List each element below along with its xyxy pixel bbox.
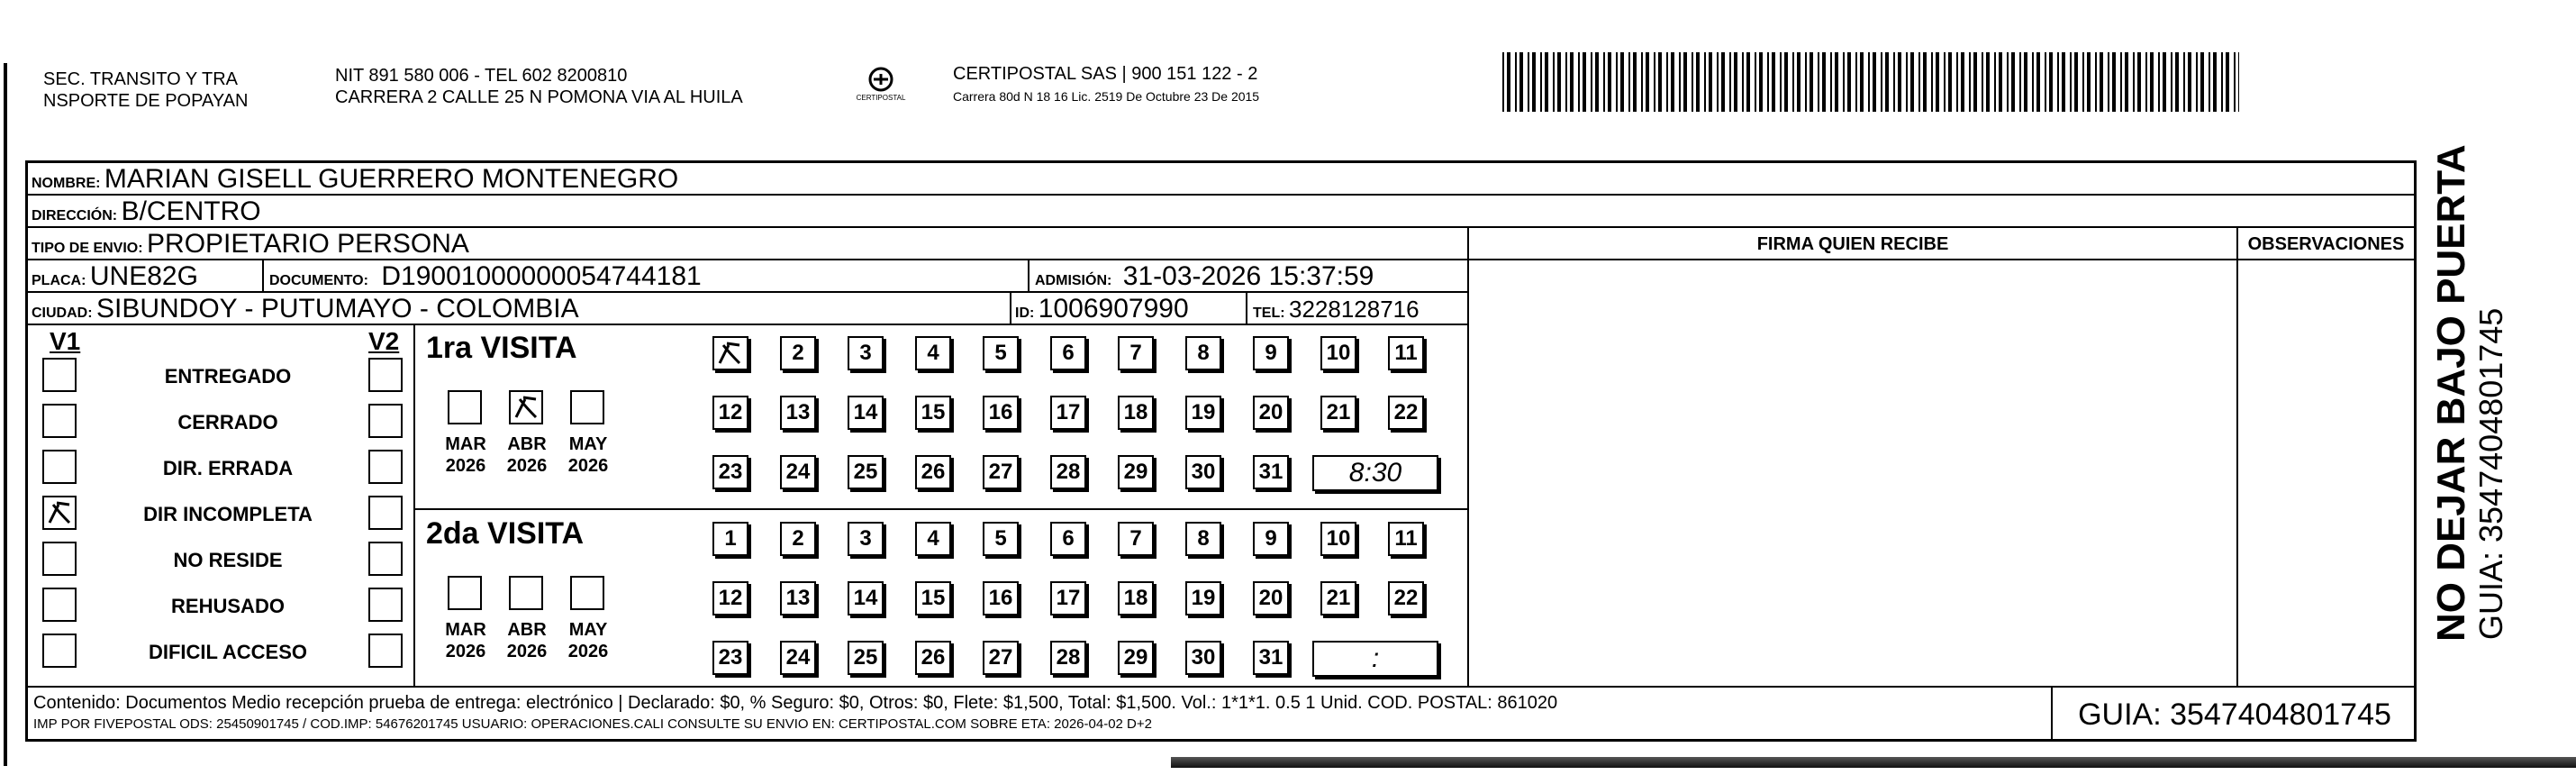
shipping-form	[25, 160, 2417, 742]
barcode-bar	[1792, 52, 1794, 112]
barcode-bar	[1671, 52, 1674, 112]
v2-checkbox[interactable]	[368, 542, 403, 576]
day-box[interactable]: 10	[1320, 336, 1356, 370]
day-box[interactable]: 25	[848, 641, 884, 675]
day-box[interactable]: 14	[848, 581, 884, 615]
carrier-line1: CERTIPOSTAL SAS | 900 151 122 - 2	[953, 64, 1258, 84]
status-label: DIR INCOMPLETA	[143, 503, 313, 525]
barcode-bar	[1893, 52, 1895, 112]
barcode-bar	[2234, 52, 2236, 112]
nombre-value: MARIAN GISELL GUERRERO MONTENEGRO	[104, 165, 679, 194]
barcode-bar	[1948, 52, 1952, 112]
barcode-bar	[1679, 52, 1681, 112]
barcode-bar	[2120, 52, 2122, 112]
v1-checkbox[interactable]	[42, 496, 77, 530]
barcode-bar	[1507, 52, 1510, 112]
barcode-bar	[1608, 52, 1611, 112]
day-box[interactable]: 5	[983, 336, 1019, 370]
month-label: MAY	[568, 434, 608, 454]
month-checkbox-abr[interactable]	[509, 576, 543, 610]
barcode-bar	[2070, 52, 2072, 112]
barcode-bar	[1553, 52, 1555, 112]
id-value: 1006907990	[1038, 295, 1189, 324]
barcode-bar	[2095, 52, 2097, 112]
day-box[interactable]: 7	[1118, 336, 1154, 370]
barcode-bar	[1910, 52, 1914, 112]
check-mark-icon	[44, 497, 75, 528]
barcode-bar	[1704, 52, 1706, 112]
day-box[interactable]: 7	[1118, 522, 1154, 556]
barcode-bar	[2171, 52, 2172, 112]
status-label: ENTREGADO	[164, 365, 292, 388]
v1-checkbox[interactable]	[42, 450, 77, 484]
day-box[interactable]: 2	[780, 522, 816, 556]
barcode-bar	[1797, 52, 1800, 112]
tipo-label: TIPO DE ENVIO:	[32, 241, 143, 256]
admision-value: 31-03-2026 15:37:59	[1122, 262, 1374, 291]
documento-label: DOCUMENTO:	[269, 273, 368, 288]
barcode-bar	[1918, 52, 1920, 112]
day-box[interactable]: 4	[915, 336, 951, 370]
v2-checkbox[interactable]	[368, 588, 403, 622]
day-box[interactable]: 16	[983, 581, 1019, 615]
ciudad-label: CIUDAD:	[32, 305, 93, 321]
day-box[interactable]: 20	[1253, 581, 1289, 615]
placa-value: UNE82G	[89, 262, 198, 291]
barcode	[1502, 52, 2241, 112]
barcode-bar	[1709, 52, 1712, 112]
month-year: 2026	[506, 456, 548, 476]
barcode-bar	[1540, 52, 1542, 112]
barcode-bar	[1810, 52, 1813, 112]
barcode-bar	[2175, 52, 2179, 112]
month-year: 2026	[445, 642, 486, 661]
day-box[interactable]: 17	[1050, 396, 1086, 430]
day-box[interactable]: 2	[780, 336, 816, 370]
barcode-bar	[2209, 52, 2210, 112]
bottom-edge-shadow	[1171, 757, 2576, 768]
day-box[interactable]: 31	[1253, 455, 1289, 489]
day-box[interactable]: 31	[1253, 641, 1289, 675]
barcode-bar	[1734, 52, 1737, 112]
barcode-bar	[1721, 52, 1725, 112]
barcode-bar	[1994, 52, 1996, 112]
day-box[interactable]: 24	[780, 641, 816, 675]
left-edge-mark	[4, 63, 13, 766]
barcode-bar	[1931, 52, 1933, 112]
day-box[interactable]: 15	[915, 581, 951, 615]
barcode-bar	[1519, 52, 1523, 112]
barcode-bar	[2238, 52, 2239, 112]
day-box[interactable]: 8	[1185, 522, 1221, 556]
day-box[interactable]: 4	[915, 522, 951, 556]
documento-value: D19001000000054744181	[381, 262, 702, 291]
barcode-bar	[2062, 52, 2065, 112]
v1-checkbox[interactable]	[42, 542, 77, 576]
day-box[interactable]: 26	[915, 455, 951, 489]
day-box[interactable]: 8	[1185, 336, 1221, 370]
barcode-bar	[2133, 52, 2135, 112]
barcode-bar	[1822, 52, 1826, 112]
barcode-bar	[1692, 52, 1693, 112]
barcode-bar	[1532, 52, 1536, 112]
v1-checkbox[interactable]	[42, 358, 77, 392]
logo-text: CERTIPOSTAL	[856, 94, 906, 102]
day-box[interactable]: 26	[915, 641, 951, 675]
barcode-bar	[1528, 52, 1529, 112]
month-year: 2026	[445, 456, 486, 476]
barcode-bar	[1603, 52, 1605, 112]
ciudad-row	[28, 293, 1469, 325]
tipo-value: PROPIETARIO PERSONA	[147, 230, 469, 259]
tel-value: 3228128716	[1289, 296, 1420, 323]
month-label: MAY	[568, 620, 608, 640]
day-box[interactable]: 23	[712, 641, 748, 675]
barcode-bar	[2196, 52, 2198, 112]
barcode-bar	[2200, 52, 2204, 112]
barcode-bar	[1683, 52, 1687, 112]
barcode-bar	[2158, 52, 2160, 112]
barcode-bar	[2145, 52, 2147, 112]
barcode-bar	[2045, 52, 2046, 112]
day-box[interactable]: 16	[983, 396, 1019, 430]
barcode-bar	[1502, 52, 1504, 112]
day-box[interactable]: 23	[712, 455, 748, 489]
barcode-bar	[1986, 52, 1990, 112]
barcode-bar	[1961, 52, 1964, 112]
day-box[interactable]: 6	[1050, 522, 1086, 556]
day-box[interactable]: 10	[1320, 522, 1356, 556]
first-visit-time[interactable]: 8:30	[1312, 455, 1438, 491]
second-visit-time[interactable]: :	[1312, 641, 1438, 677]
id-label: ID:	[1015, 305, 1035, 321]
barcode-bar	[1898, 52, 1901, 112]
barcode-bar	[1982, 52, 1983, 112]
barcode-bar	[1944, 52, 1946, 112]
day-box[interactable]	[712, 336, 748, 370]
barcode-bar	[2100, 52, 2103, 112]
barcode-bar	[2082, 52, 2084, 112]
check-mark-icon	[511, 392, 541, 423]
v2-checkbox[interactable]	[368, 450, 403, 484]
day-box[interactable]: 27	[983, 455, 1019, 489]
month-label: MAR	[445, 620, 486, 640]
barcode-bar	[1658, 52, 1662, 112]
barcode-bar	[1755, 52, 1756, 112]
barcode-bar	[1729, 52, 1731, 112]
month-checkbox-may[interactable]	[570, 576, 604, 610]
barcode-bar	[1772, 52, 1775, 112]
barcode-bar	[1620, 52, 1624, 112]
day-box[interactable]: 18	[1118, 581, 1154, 615]
barcode-bar	[1666, 52, 1668, 112]
barcode-bar	[1628, 52, 1630, 112]
nombre-label: NOMBRE:	[32, 176, 101, 191]
month-label: ABR	[507, 620, 547, 640]
barcode-bar	[2125, 52, 2128, 112]
month-checkbox-may[interactable]	[570, 390, 604, 424]
footer-guia-box: GUIA: 3547404801745	[2078, 698, 2391, 732]
day-box[interactable]: 21	[1320, 396, 1356, 430]
ciudad-value: SIBUNDOY - PUTUMAYO - COLOMBIA	[96, 295, 579, 324]
day-box[interactable]: 19	[1185, 396, 1221, 430]
v1-label: V1	[50, 327, 81, 355]
barcode-bar	[2087, 52, 2091, 112]
month-year: 2026	[506, 642, 548, 661]
barcode-bar	[1956, 52, 1958, 112]
barcode-bar	[1616, 52, 1618, 112]
month-checkbox-mar[interactable]	[448, 576, 482, 610]
sender-line2: NSPORTE DE POPAYAN	[43, 91, 249, 111]
barcode-bar	[2108, 52, 2109, 112]
day-box[interactable]: 28	[1050, 455, 1086, 489]
barcode-bar	[1936, 52, 1939, 112]
barcode-bar	[2188, 52, 2191, 112]
placa-label: PLACA:	[32, 273, 86, 288]
day-box[interactable]: 9	[1253, 522, 1289, 556]
v2-checkbox[interactable]	[368, 634, 403, 668]
direccion-value: B/CENTRO	[121, 197, 261, 226]
day-box[interactable]: 11	[1388, 522, 1424, 556]
barcode-bar	[1906, 52, 1908, 112]
v1-checkbox[interactable]	[42, 404, 77, 438]
day-box[interactable]: 13	[780, 581, 816, 615]
day-box[interactable]: 20	[1253, 396, 1289, 430]
v1-checkbox[interactable]	[42, 634, 77, 668]
barcode-bar	[1873, 52, 1876, 112]
v2-checkbox[interactable]	[368, 496, 403, 530]
month-label: MAR	[445, 434, 486, 454]
barcode-bar	[2024, 52, 2027, 112]
day-box[interactable]: 3	[848, 522, 884, 556]
visit-divider	[413, 508, 1467, 510]
day-box[interactable]: 14	[848, 396, 884, 430]
status-label: DIR. ERRADA	[162, 457, 294, 479]
barcode-bar	[1784, 52, 1788, 112]
barcode-bar	[1545, 52, 1548, 112]
day-box[interactable]: 5	[983, 522, 1019, 556]
barcode-bar	[2011, 52, 2015, 112]
barcode-bar	[2049, 52, 2053, 112]
v1-checkbox[interactable]	[42, 588, 77, 622]
barcode-bar	[1805, 52, 1807, 112]
v2-checkbox[interactable]	[368, 404, 403, 438]
day-box[interactable]: 12	[712, 581, 748, 615]
barcode-bar	[1847, 52, 1851, 112]
barcode-bar	[1515, 52, 1517, 112]
barcode-bar	[1759, 52, 1763, 112]
day-box[interactable]: 11	[1388, 336, 1424, 370]
footer-line1: Contenido: Documentos Medio recepción prueba de entrega: electrónico | Declarado: $0, % Seguro: $0, Otros: $0, Flete: $1,500, Total: $1,500. Vol.: 1*1*1. 0.5 1 Unid. COD. POSTAL: 861020	[33, 693, 1558, 713]
direccion-label: DIRECCIÓN:	[32, 208, 118, 223]
barcode-bar	[1767, 52, 1769, 112]
day-box[interactable]: 28	[1050, 641, 1086, 675]
barcode-bar	[1868, 52, 1870, 112]
barcode-bar	[1746, 52, 1750, 112]
address-line: CARRERA 2 CALLE 25 N POMONA VIA AL HUILA	[335, 87, 743, 107]
day-box[interactable]: 6	[1050, 336, 1086, 370]
barcode-bar	[2163, 52, 2166, 112]
tel-label: TEL:	[1253, 305, 1285, 321]
barcode-bar	[1654, 52, 1655, 112]
barcode-bar	[2007, 52, 2009, 112]
barcode-bar	[1595, 52, 1599, 112]
month-checkbox-abr[interactable]	[509, 390, 543, 424]
month-year: 2026	[567, 456, 609, 476]
day-box[interactable]: 15	[915, 396, 951, 430]
barcode-bar	[1885, 52, 1889, 112]
barcode-bar	[1557, 52, 1561, 112]
day-box[interactable]: 17	[1050, 581, 1086, 615]
first-visit-title: 1ra VISITA	[426, 331, 577, 365]
status-label: CERRADO	[177, 411, 278, 433]
barcode-bar	[1583, 52, 1586, 112]
barcode-bar	[2150, 52, 2154, 112]
day-box[interactable]: 24	[780, 455, 816, 489]
barcode-bar	[2226, 52, 2229, 112]
check-mark-icon	[714, 338, 745, 369]
side-guia: GUIA: 3547404801745	[2472, 307, 2509, 640]
month-checkbox-mar[interactable]	[448, 390, 482, 424]
barcode-bar	[1843, 52, 1845, 112]
status-label: NO RESIDE	[173, 549, 283, 571]
barcode-bar	[1717, 52, 1719, 112]
day-box[interactable]: 3	[848, 336, 884, 370]
barcode-bar	[1641, 52, 1643, 112]
day-box[interactable]: 30	[1185, 641, 1221, 675]
day-box[interactable]: 25	[848, 455, 884, 489]
barcode-bar	[1696, 52, 1700, 112]
day-box[interactable]: 19	[1185, 581, 1221, 615]
day-box[interactable]: 27	[983, 641, 1019, 675]
day-box[interactable]: 30	[1185, 455, 1221, 489]
month-label: ABR	[507, 434, 547, 454]
admision-label: ADMISIÓN:	[1035, 273, 1112, 288]
barcode-bar	[1969, 52, 1971, 112]
barcode-bar	[1591, 52, 1592, 112]
barcode-bar	[2036, 52, 2040, 112]
tipo-row	[28, 228, 1469, 260]
barcode-bar	[1578, 52, 1580, 112]
barcode-bar	[1881, 52, 1882, 112]
barcode-bar	[1742, 52, 1744, 112]
barcode-bar	[1565, 52, 1567, 112]
second-visit-title: 2da VISITA	[426, 516, 585, 551]
v2-label: V2	[368, 327, 400, 355]
barcode-bar	[1570, 52, 1574, 112]
day-box[interactable]: 13	[780, 396, 816, 430]
barcode-bar	[1923, 52, 1927, 112]
barcode-bar	[2137, 52, 2141, 112]
barcode-bar	[1818, 52, 1819, 112]
v2-checkbox[interactable]	[368, 358, 403, 392]
carrier-line2: Carrera 80d N 18 16 Lic. 2519 De Octubre 23 De 2015	[953, 89, 1260, 104]
barcode-bar	[2032, 52, 2034, 112]
day-box[interactable]: 18	[1118, 396, 1154, 430]
nit-line: NIT 891 580 006 - TEL 602 8200810	[335, 66, 628, 86]
observaciones-header: OBSERVACIONES	[2247, 234, 2405, 254]
barcode-bar	[1646, 52, 1649, 112]
day-box[interactable]: 12	[712, 396, 748, 430]
visit-area	[28, 325, 1467, 686]
certipostal-logo	[854, 65, 908, 108]
barcode-bar	[2183, 52, 2185, 112]
barcode-bar	[2221, 52, 2223, 112]
day-box[interactable]: 9	[1253, 336, 1289, 370]
status-label: DIFICIL ACCESO	[148, 641, 307, 663]
placa-row	[28, 260, 1469, 293]
day-box[interactable]: 29	[1118, 641, 1154, 675]
day-box[interactable]: 22	[1388, 396, 1424, 430]
barcode-bar	[1973, 52, 1977, 112]
barcode-bar	[1835, 52, 1838, 112]
barcode-bar	[1999, 52, 2002, 112]
sender-line1: SEC. TRANSITO Y TRA	[43, 69, 238, 89]
barcode-bar	[2112, 52, 2116, 112]
month-year: 2026	[567, 642, 609, 661]
day-box[interactable]: 1	[712, 522, 748, 556]
direccion-row	[28, 196, 2414, 228]
day-box[interactable]: 22	[1388, 581, 1424, 615]
barcode-bar	[1855, 52, 1857, 112]
barcode-bar	[2019, 52, 2021, 112]
barcode-bar	[2074, 52, 2078, 112]
firma-header: FIRMA QUIEN RECIBE	[1756, 234, 1949, 254]
status-label: REHUSADO	[171, 595, 285, 617]
barcode-bar	[1633, 52, 1637, 112]
barcode-bar	[2057, 52, 2059, 112]
day-box[interactable]: 21	[1320, 581, 1356, 615]
status-divider	[413, 325, 415, 686]
barcode-bar	[2213, 52, 2217, 112]
footer-line2: IMP POR FIVEPOSTAL ODS: 25450901745 / COD.IMP: 54676201745 USUARIO: OPERACIONES.CALI CONSULTE SU ENVIO EN: CERTIPOSTAL.COM SOBRE ETA: 2026-04-02 D+2	[33, 716, 1152, 732]
day-box[interactable]: 29	[1118, 455, 1154, 489]
nombre-row	[28, 163, 2414, 196]
side-warning: NO DEJAR BAJO PUERTA	[2429, 144, 2473, 642]
barcode-bar	[1860, 52, 1864, 112]
barcode-bar	[1780, 52, 1782, 112]
barcode-bar	[1830, 52, 1832, 112]
